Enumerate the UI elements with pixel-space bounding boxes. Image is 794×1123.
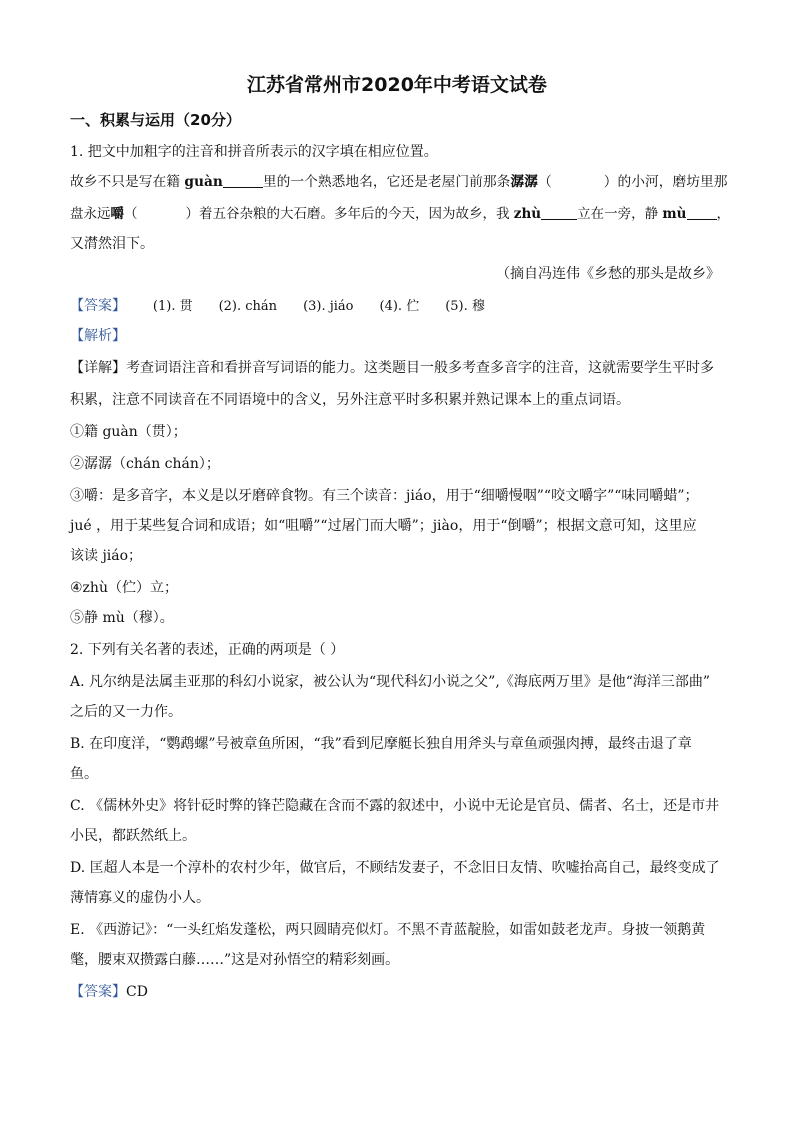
q2-option-a-line-1: A. 凡尔纳是法属圭亚那的科幻小说家，被公认为“现代科幻小说之父”,《海底两万里》是他“海洋三部曲” <box>70 674 711 690</box>
bold-jiao: 嚼 <box>110 206 124 222</box>
answer-tag: 【答案】 <box>70 984 126 1000</box>
pinyin-zhu: zhù <box>513 206 542 222</box>
answer-item-4: (4). 伫 <box>379 299 420 314</box>
q2-option-b-line-2: 鱼。 <box>70 766 98 782</box>
analysis-tag: 【解析】 <box>70 328 126 344</box>
analysis-item-5: ⑤静 mù（穆）。 <box>70 610 174 626</box>
q1-answer <box>70 296 730 317</box>
q2-option-c-line-1: C. 《儒林外史》将针砭时弊的锋芒隐藏在含而不露的叙述中，小说中无论是官员、儒者、名士，还是市井 <box>70 798 720 814</box>
analysis-item-1: ①籍 guàn（贯）； <box>70 424 187 440</box>
analysis-item-3-line-1: ③嚼：是多音字，本义是以牙磨碎食物。有三个读音：jiáo，用于“细嚼慢咽”“咬文嚼字”“味同嚼蜡”； <box>70 488 699 504</box>
pinyin-guan: guàn <box>184 174 223 190</box>
q1-passage-line-2: 盘永远嚼（ ）着五谷杂粮的大石磨。多年后的今天，因为故乡，我 zhù 立在一旁，静 mù ， <box>70 206 730 222</box>
q1-passage-line-1: 故乡不只是写在籍 guàn 里的一个熟悉地名，它还是老屋门前那条潺潺（ ）的小河，磨坊里那 <box>70 174 728 190</box>
q1-stem: 1. 把文中加粗字的注音和拼音所表示的汉字填在相应位置。 <box>70 144 438 160</box>
analysis-item-3-line-3: 该读 jiáo； <box>70 548 143 564</box>
answer-blank <box>541 205 577 220</box>
answer-item-1: (1). 贯 <box>152 299 193 314</box>
q2-option-d-line-2: 薄情寡义的虚伪小人。 <box>70 890 210 906</box>
answer-tag: 【答案】 <box>70 298 126 314</box>
section-heading: 一、积累与运用（20分） <box>70 111 241 129</box>
q1-passage-line-3: 又潸然泪下。 <box>70 236 154 252</box>
answer-item-3: (3). jiáo <box>303 299 354 314</box>
q2-answer-value: CD <box>126 984 148 1000</box>
analysis-item-3-line-2: jué ，用于某些复合词和成语；如“咀嚼”“过屠门而大嚼”；jiào，用于“倒嚼”；根据文意可知，这里应 <box>70 518 697 534</box>
passage-source: （摘自冯连伟《乡愁的那头是故乡》 <box>496 266 720 282</box>
answer-item-5: (5). 穆 <box>445 299 485 314</box>
page-title: 江苏省常州市2020年中考语文试卷 <box>247 74 547 96</box>
answer-item-2: (2). chán <box>218 299 278 314</box>
q2-option-e-line-1: E. 《西游记》：“一头红焰发蓬松，两只圆睛亮似灯。不黑不青蓝靛脸，如雷如鼓老龙声。身披一领鹅黄 <box>70 922 706 938</box>
answer-blank <box>223 173 263 188</box>
q2-option-c-line-2: 小民，都跃然纸上。 <box>70 828 196 844</box>
q2-stem: 2. 下列有关名著的表述，正确的两项是（ ） <box>70 642 345 658</box>
detail-line-1: 【详解】考查词语注音和看拼音写词语的能力。这类题目一般多考查多音字的注音，这就需要学生平时多 <box>70 360 714 376</box>
bold-chanchan: 潺潺 <box>510 174 538 190</box>
q2-option-b-line-1: B. 在印度洋，“鹦鹉螺”号被章鱼所困，“我”看到尼摩艇长独自用斧头与章鱼顽强肉搏，最终击退了章 <box>70 736 692 752</box>
q2-answer <box>70 982 730 1002</box>
answer-blank <box>687 205 717 220</box>
q2-option-d-line-1: D. 匡超人本是一个淳朴的农村少年，做官后，不顾结发妻子，不念旧日友情、吹嘘抬高自己，最终变成了 <box>70 860 720 876</box>
analysis-item-4: ④zhù（伫）立； <box>70 580 178 596</box>
analysis-item-2: ②潺潺（chán chán）； <box>70 456 220 472</box>
pinyin-mu: mù <box>662 206 687 222</box>
q2-option-e-line-2: 氅，腰束双攒露白藤……”这是对孙悟空的精彩刻画。 <box>70 952 400 968</box>
q2-option-a-line-2: 之后的又一力作。 <box>70 704 182 720</box>
detail-line-2: 积累，注意不同读音在不同语境中的含义，另外注意平时多积累并熟记课本上的重点词语。 <box>70 392 630 408</box>
